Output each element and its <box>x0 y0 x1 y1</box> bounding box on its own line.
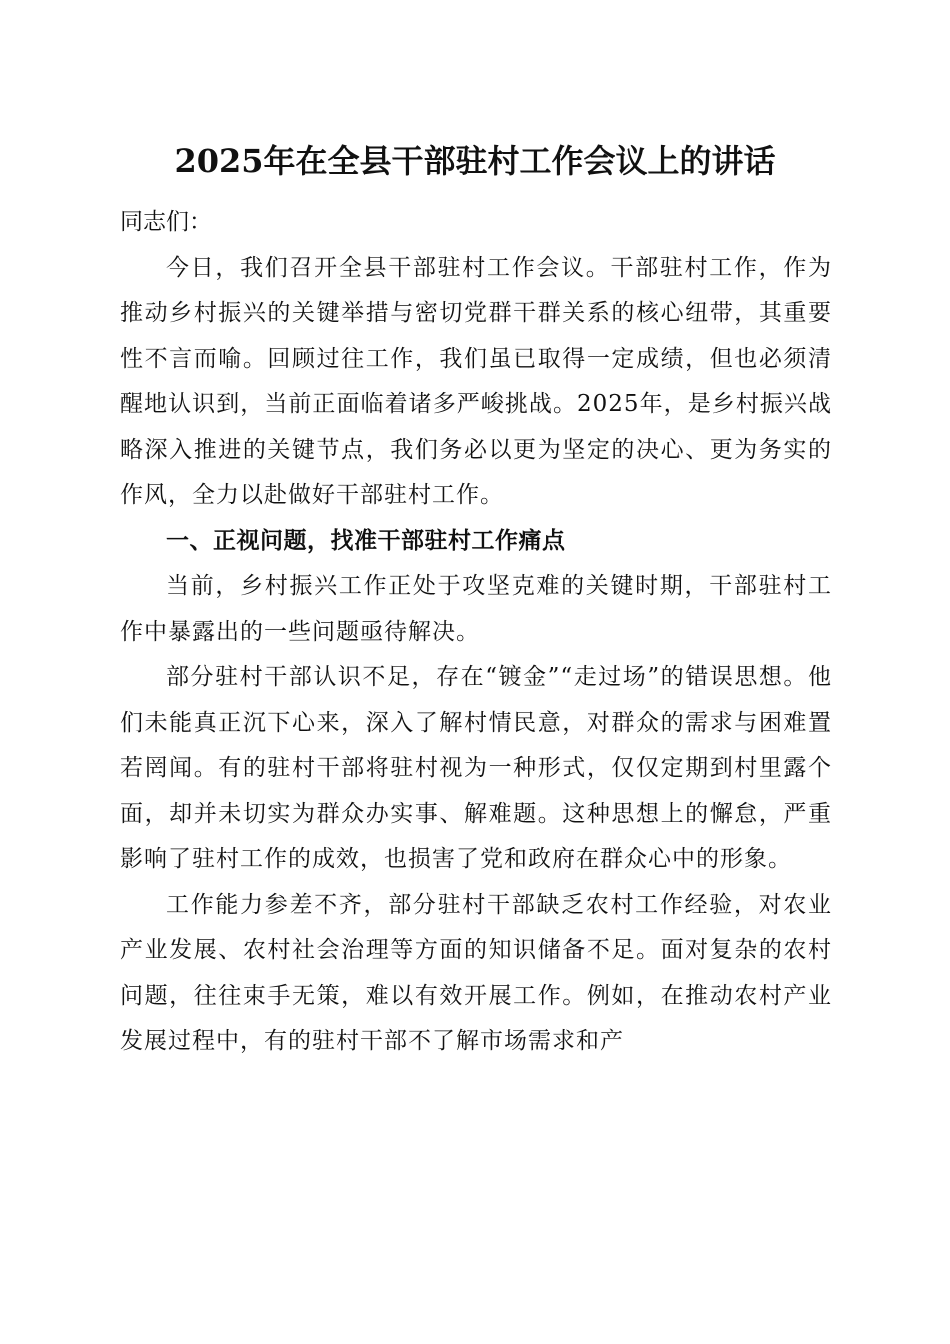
document-body <box>120 200 832 1065</box>
section-heading-1: 一、正视问题，找准干部驻村工作痛点 <box>166 527 566 554</box>
section1-paragraph-2: 部分驻村干部认识不足，存在“镀金”“走过场”的错误思想。他们未能真正沉下心来，深入了解村情民意，对群众的需求与困难置若罔闻。有的驻村干部将驻村视为一种形式，仅仅定期到村里露个面，却并未切实为群众办实事、解难题。这种思想上的懈怠，严重影响了驻村工作的成效，也损害了党和政府在群众心中的形象。 <box>120 664 832 872</box>
section1-paragraph-1: 当前，乡村振兴工作正处于攻坚克难的关键时期，干部驻村工作中暴露出的一些问题亟待解决。 <box>120 573 832 645</box>
intro-paragraph: 今日，我们召开全县干部驻村工作会议。干部驻村工作，作为推动乡村振兴的关键举措与密切党群干群关系的核心纽带，其重要性不言而喻。回顾过往工作，我们虽已取得一定成绩，但也必须清醒地认识到，当前正面临着诸多严峻挑战。2025年，是乡村振兴战略深入推进的关键节点，我们务必以更为坚定的决心、更为务实的作风，全力以赴做好干部驻村工作。 <box>120 254 832 508</box>
document-title: 2025年在全县干部驻村工作会议上的讲话 <box>174 142 776 180</box>
section1-paragraph-3: 工作能力参差不齐，部分驻村干部缺乏农村工作经验，对农业产业发展、农村社会治理等方面的知识储备不足。面对复杂的农村问题，往往束手无策，难以有效开展工作。例如，在推动农村产业发展过程中，有的驻村干部不了解市场需求和产 <box>120 891 832 1054</box>
salutation: 同志们： <box>120 209 212 235</box>
